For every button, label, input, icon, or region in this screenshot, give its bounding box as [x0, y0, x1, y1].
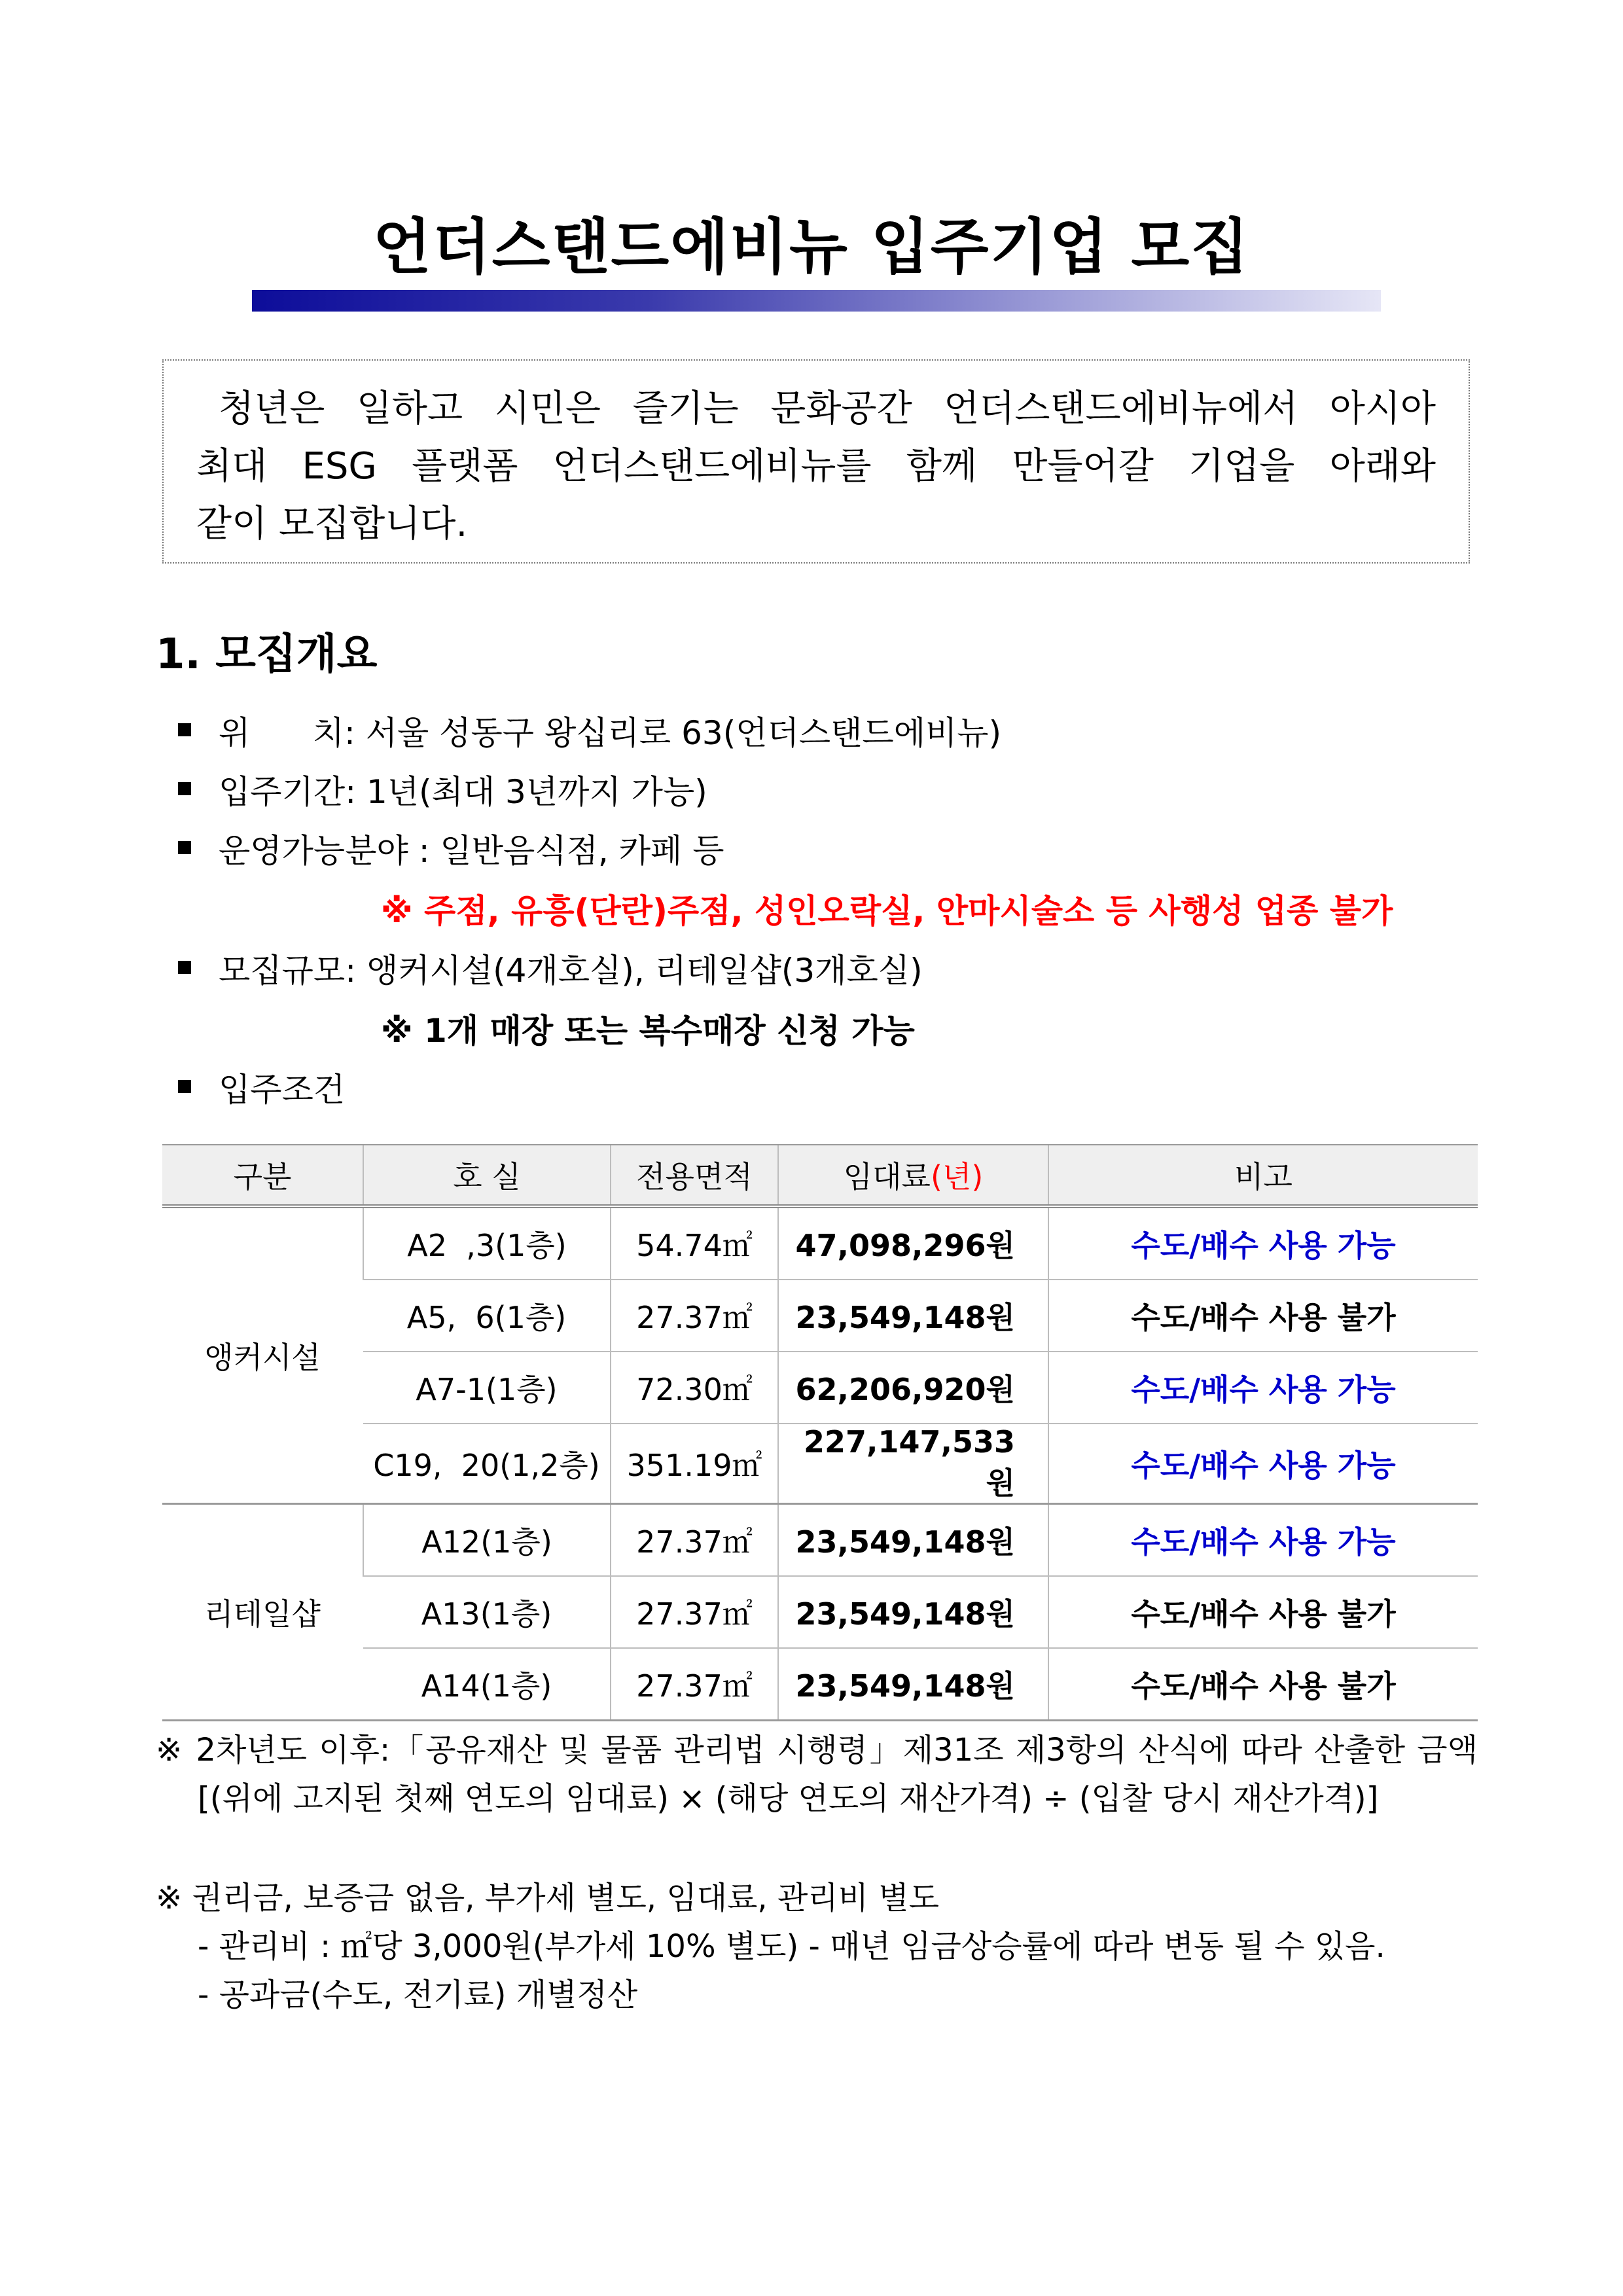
intro-box [162, 359, 1470, 564]
cell-remark: 수도/배수 사용 가능 [1048, 1206, 1478, 1280]
intro-line: 청년은 일하고 시민은 즐기는 문화공간 언더스탠드에비뉴에서 아시아 [219, 387, 1436, 430]
cell-room: C19, 20(1,2층) [363, 1424, 611, 1504]
cell-rent: 62,206,920원 [778, 1352, 1048, 1424]
footnote-line: - 관리비 : ㎡당 3,000원(부가세 10% 별도) - 매년 임금상승률에 따라 변동 될 수 있음. [198, 1928, 1385, 1965]
cell-area: 54.74㎡ [611, 1206, 778, 1280]
header-remark: 비고 [1048, 1145, 1478, 1206]
header-rent [778, 1145, 1048, 1206]
bullet-item [178, 1067, 345, 1113]
table-header-row [162, 1145, 1478, 1206]
square-bullet-icon [178, 782, 191, 795]
cell-area: 72.30㎡ [611, 1352, 778, 1424]
square-bullet-icon [178, 961, 191, 974]
footnote-line: ※ 권리금, 보증금 없음, 부가세 별도, 임대료, 관리비 별도 [156, 1880, 940, 1916]
cell-remark: 수도/배수 사용 가능 [1048, 1424, 1478, 1504]
cell-area: 27.37㎡ [611, 1648, 778, 1721]
cell-area: 351.19㎡ [611, 1424, 778, 1504]
table-row [162, 1206, 1478, 1280]
bullet-text: 모집규모: 앵커시설(4개호실), 리테일샵(3개호실) [219, 952, 923, 990]
cell-room: A7-1(1층) [363, 1352, 611, 1424]
cell-remark: 수도/배수 사용 불가 [1048, 1280, 1478, 1352]
cell-rent: 47,098,296원 [778, 1206, 1048, 1280]
table-row [162, 1504, 1478, 1577]
restriction-note: ※ 주점, 유흥(단란)주점, 성인오락실, 안마시술소 등 사행성 업종 불가 [381, 892, 1393, 930]
cell-remark: 수도/배수 사용 가능 [1048, 1504, 1478, 1577]
square-bullet-icon [178, 1080, 191, 1093]
section-heading: 1. 모집개요 [156, 630, 378, 679]
multi-store-note: ※ 1개 매장 또는 복수매장 신청 가능 [381, 1012, 915, 1050]
bullet-item [178, 948, 923, 994]
footnote-line: ※ 2차년도 이후:「공유재산 및 물품 관리법 시행령」제31조 제3항의 산식에 따라 산출한 금액 [156, 1732, 1478, 1768]
group-retail: 리테일샵 [162, 1504, 363, 1721]
group-anchor: 앵커시설 [162, 1206, 363, 1504]
cell-area: 27.37㎡ [611, 1504, 778, 1577]
cell-room: A5, 6(1층) [363, 1280, 611, 1352]
square-bullet-icon [178, 841, 191, 854]
cell-rent: 23,549,148원 [778, 1504, 1048, 1577]
bullet-item [178, 769, 707, 815]
bullet-item [178, 710, 1001, 756]
page-title: 언더스탠드에비뉴 입주기업 모집 [372, 212, 1251, 282]
bullet-item [178, 828, 724, 874]
cell-area: 27.37㎡ [611, 1280, 778, 1352]
bullet-text: 입주기간: 1년(최대 3년까지 가능) [219, 773, 707, 811]
header-category: 구분 [162, 1145, 363, 1206]
header-room: 호 실 [363, 1145, 611, 1206]
cell-rent: 23,549,148원 [778, 1648, 1048, 1721]
cell-room: A14(1층) [363, 1648, 611, 1721]
cell-room: A13(1층) [363, 1576, 611, 1648]
footnote-line: - 공과금(수도, 전기료) 개별정산 [198, 1977, 638, 2013]
intro-line: 같이 모집합니다. [196, 503, 468, 545]
cell-area: 27.37㎡ [611, 1576, 778, 1648]
header-rent-label: 임대료 [843, 1159, 931, 1194]
cell-remark: 수도/배수 사용 불가 [1048, 1576, 1478, 1648]
square-bullet-icon [178, 723, 191, 736]
cell-remark: 수도/배수 사용 불가 [1048, 1648, 1478, 1721]
bullet-text: 입주조건 [219, 1071, 346, 1109]
rental-conditions-table [162, 1144, 1478, 1721]
footnote-line: [(위에 고지된 첫째 연도의 임대료) × (해당 연도의 재산가격) ÷ (입찰 당시 재산가격)] [198, 1780, 1379, 1817]
intro-line: 최대 ESG 플랫폼 언더스탠드에비뉴를 함께 만들어갈 기업을 아래와 [196, 445, 1436, 488]
cell-room: A2 ,3(1층) [363, 1206, 611, 1280]
cell-room: A12(1층) [363, 1504, 611, 1577]
cell-rent: 23,549,148원 [778, 1576, 1048, 1648]
cell-rent: 23,549,148원 [778, 1280, 1048, 1352]
bullet-text: 운영가능분야 : 일반음식점, 카페 등 [219, 832, 724, 870]
bullet-text: 위 치: 서울 성동구 왕십리로 63(언더스탠드에비뉴) [219, 714, 1002, 752]
cell-rent: 227,147,533원 [778, 1424, 1048, 1504]
header-area: 전용면적 [611, 1145, 778, 1206]
title-underline-bar [252, 290, 1381, 312]
cell-remark: 수도/배수 사용 가능 [1048, 1352, 1478, 1424]
header-rent-unit: (년) [930, 1159, 984, 1194]
